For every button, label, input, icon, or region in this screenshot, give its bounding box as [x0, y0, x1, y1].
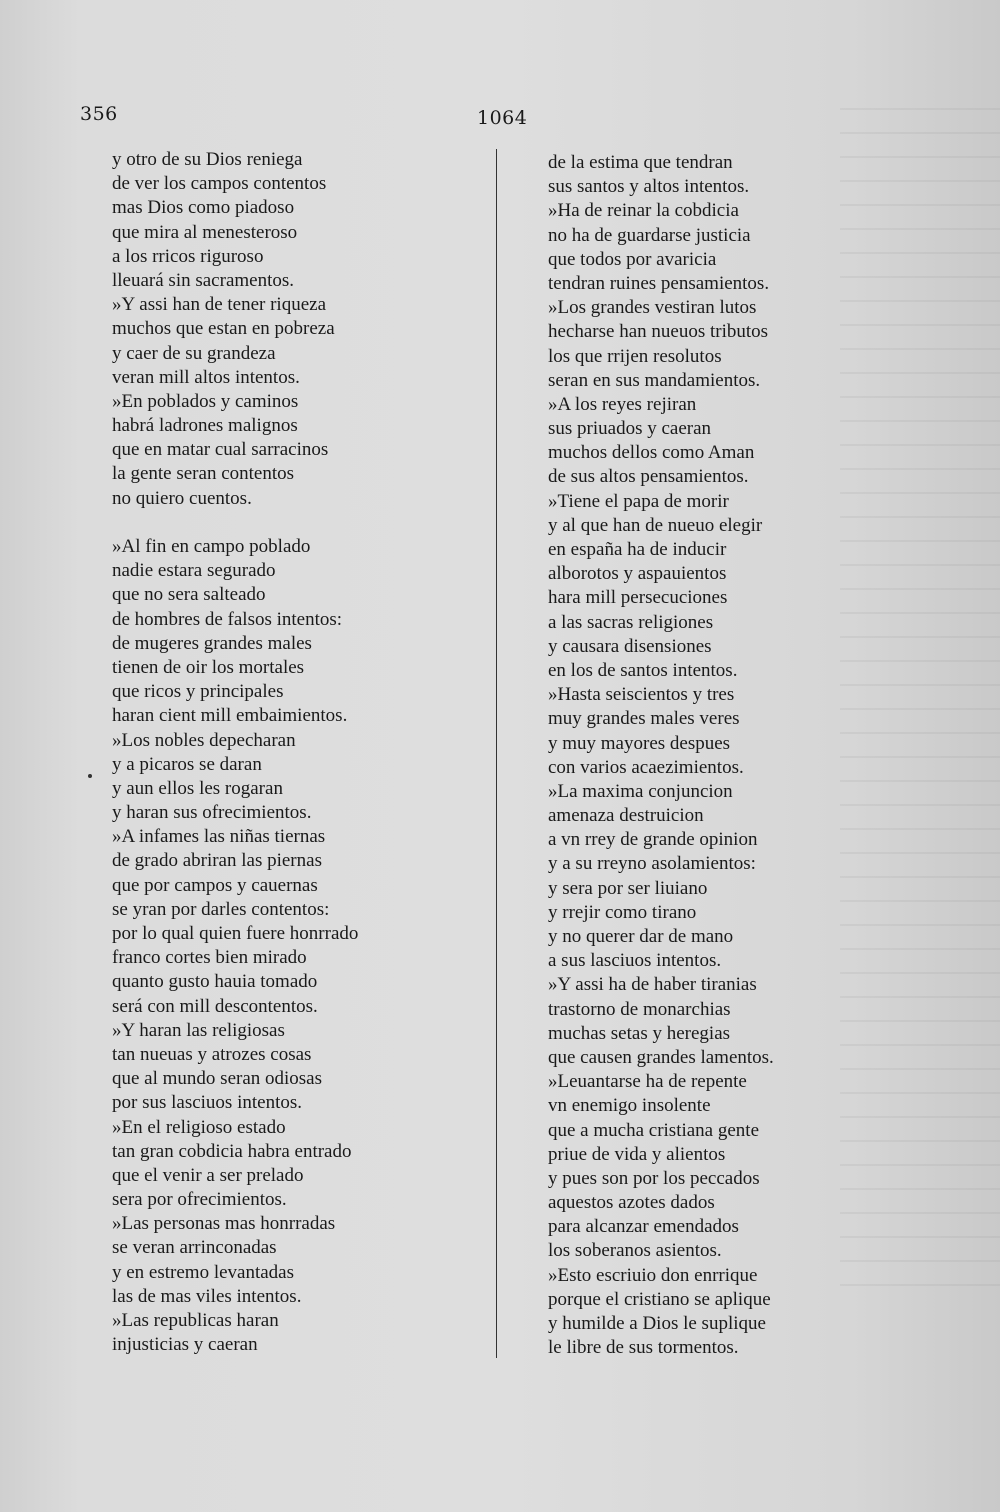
page-number: 356 — [80, 103, 118, 125]
verse-line: »Y haran las religiosas — [112, 1019, 285, 1041]
verse-line: y otro de su Dios reniega — [112, 149, 303, 170]
verse-line: habrá ladrones malignos — [112, 415, 298, 437]
verse-line: de la estima que tendran — [548, 152, 733, 173]
verse-line: que por campos y cauernas — [112, 874, 318, 896]
verse-line: le libre de sus tormentos. — [548, 1337, 739, 1359]
verse-line: para alcanzar emendados — [548, 1216, 739, 1238]
verse-line: hara mill persecuciones — [548, 587, 728, 609]
verse-line: trastorno de monarchias — [548, 998, 731, 1020]
verse-line: los que rrijen resolutos — [548, 345, 722, 367]
verse-line: priue de vida y alientos — [548, 1143, 726, 1165]
verse-line: a las sacras religiones — [548, 611, 714, 633]
verse-line: injusticias y caeran — [112, 1334, 258, 1356]
verse-line: »Al fin en campo poblado — [112, 536, 311, 557]
verse-line: lleuará sin sacramentos. — [112, 269, 295, 291]
verse-line: a sus lasciuos intentos. — [548, 950, 722, 972]
verse-line: »Las republicas haran — [112, 1310, 279, 1331]
verse-line: y sera por ser liuiano — [548, 877, 708, 899]
verse-line: los soberanos asientos. — [548, 1240, 722, 1262]
right-column — [548, 151, 774, 1360]
verse-line: »En el religioso estado — [112, 1116, 286, 1138]
verse-line: tendran ruines pensamientos. — [548, 272, 770, 294]
verse-line: sera por ofrecimientos. — [112, 1189, 287, 1211]
verse-line: »A los reyes rejiran — [548, 393, 697, 415]
verse-line: veran mill altos intentos. — [112, 366, 300, 388]
verse-line: franco cortes bien mirado — [112, 947, 307, 969]
verse-line: sus priuados y caeran — [548, 418, 712, 440]
verse-line: las de mas viles intentos. — [112, 1285, 302, 1307]
verse-line: en los de santos intentos. — [548, 659, 738, 681]
verse-line: muy grandes males veres — [548, 708, 740, 730]
verse-line: »Hasta seiscientos y tres — [548, 684, 735, 706]
left-column — [112, 148, 358, 1357]
verse-line: mas Dios como piadoso — [112, 197, 295, 219]
verse-line: no quiero cuentos. — [112, 487, 252, 509]
verse-line: y humilde a Dios le suplique — [548, 1313, 766, 1334]
verse-line: »Esto escriuio don enrrique — [548, 1264, 758, 1286]
verse-line: de ver los campos contentos — [112, 173, 327, 195]
verse-line: tan gran cobdicia habra entrado — [112, 1140, 352, 1162]
verse-line: vn enemigo insolente — [548, 1095, 711, 1117]
verse-line: no ha de guardarse justicia — [548, 224, 751, 246]
verse-line: nadie estara segurado — [112, 560, 276, 582]
verse-line: »Las personas mas honrradas — [112, 1213, 336, 1235]
verse-line: será con mill descontentos. — [112, 995, 318, 1017]
verse-line: que en matar cual sarracinos — [112, 439, 329, 461]
verse-line: y muy mayores despues — [548, 732, 731, 754]
verse-line: »Tiene el papa de morir — [548, 490, 729, 512]
verse-line: tan nueuas y atrozes cosas — [112, 1043, 312, 1065]
verse-line: que al mundo seran odiosas — [112, 1068, 323, 1090]
verse-line: muchos que estan en pobreza — [112, 318, 335, 340]
verse-line: de grado abriran las piernas — [112, 850, 322, 872]
verse-line: muchas setas y heregias — [548, 1022, 731, 1044]
verse-line: y pues son por los peccados — [548, 1167, 760, 1189]
column-divider — [496, 149, 497, 1358]
margin-mark — [88, 774, 92, 778]
verse-line: que causen grandes lamentos. — [548, 1046, 774, 1068]
verse-line: alborotos y aspauientos — [548, 563, 727, 585]
verse-line: »Ha de reinar la cobdicia — [548, 200, 739, 222]
verse-line: por sus lasciuos intentos. — [112, 1092, 302, 1114]
verse-line: muchos dellos como Aman — [548, 442, 755, 464]
verse-line: que mira al menesteroso — [112, 221, 298, 243]
verse-line: que a mucha cristiana gente — [548, 1119, 760, 1141]
verse-line: porque el cristiano se aplique — [548, 1288, 771, 1310]
verse-line: se veran arrinconadas — [112, 1237, 277, 1259]
verse-line: que todos por avaricia — [548, 248, 717, 270]
verse-line: quanto gusto hauia tomado — [112, 971, 318, 993]
verse-line: de sus altos pensamientos. — [548, 466, 749, 488]
verse-line: tienen de oir los mortales — [112, 656, 305, 678]
verse-line: »Los grandes vestiran lutos — [548, 297, 757, 319]
verse-line: y no querer dar de mano — [548, 926, 734, 947]
verse-line: y haran sus ofrecimientos. — [112, 802, 312, 824]
verse-line: de mugeres grandes males — [112, 632, 312, 654]
verse-line: amenaza destruicion — [548, 805, 704, 827]
verse-line: y a picaros se daran — [112, 753, 262, 775]
verse-line: haran cient mill embaimientos. — [112, 705, 348, 727]
verse-line: a vn rrey de grande opinion — [548, 829, 758, 851]
verse-line: y causara disensiones — [548, 635, 712, 657]
verse-line: hecharse han nueuos tributos — [548, 321, 769, 343]
verse-line: y al que han de nueuo elegir — [548, 514, 763, 536]
verse-line: »La maxima conjuncion — [548, 780, 733, 802]
verse-line: y aun ellos les rogaran — [112, 777, 283, 799]
verse-line: »Los nobles depecharan — [112, 729, 296, 751]
verse-line: »Y assi han de tener riqueza — [112, 294, 327, 316]
verse-line: »Leuantarse ha de repente — [548, 1071, 747, 1093]
verse-line: seran en sus mandamientos. — [548, 369, 761, 391]
stanza-gap — [112, 511, 358, 535]
verse-line: que no sera salteado — [112, 584, 266, 606]
verse-line: a los rricos riguroso — [112, 245, 264, 267]
verse-line: en españa ha de inducir — [548, 539, 727, 560]
verse-line: con varios acaezimientos. — [548, 756, 744, 778]
verse-line: que el venir a ser prelado — [112, 1164, 304, 1186]
verse-line: que ricos y principales — [112, 681, 284, 703]
verse-line: y a su rreyno asolamientos: — [548, 853, 756, 875]
verse-line: y en estremo levantadas — [112, 1261, 295, 1283]
verse-line: aquestos azotes dados — [548, 1192, 715, 1214]
verse-line: la gente seran contentos — [112, 463, 295, 485]
verse-line: »En poblados y caminos — [112, 390, 299, 412]
verse-line: »A infames las niñas tiernas — [112, 826, 326, 848]
verse-line: »Y assi ha de haber tiranias — [548, 974, 757, 996]
verse-line: y caer de su grandeza — [112, 342, 276, 364]
verse-line: y rrejir como tirano — [548, 901, 697, 923]
item-number: 1064 — [477, 107, 528, 129]
show-through-text — [840, 90, 1000, 1290]
verse-line: sus santos y altos intentos. — [548, 176, 750, 198]
verse-line: se yran por darles contentos: — [112, 898, 330, 920]
verse-line: de hombres de falsos intentos: — [112, 608, 343, 630]
verse-line: por lo qual quien fuere honrrado — [112, 923, 359, 944]
